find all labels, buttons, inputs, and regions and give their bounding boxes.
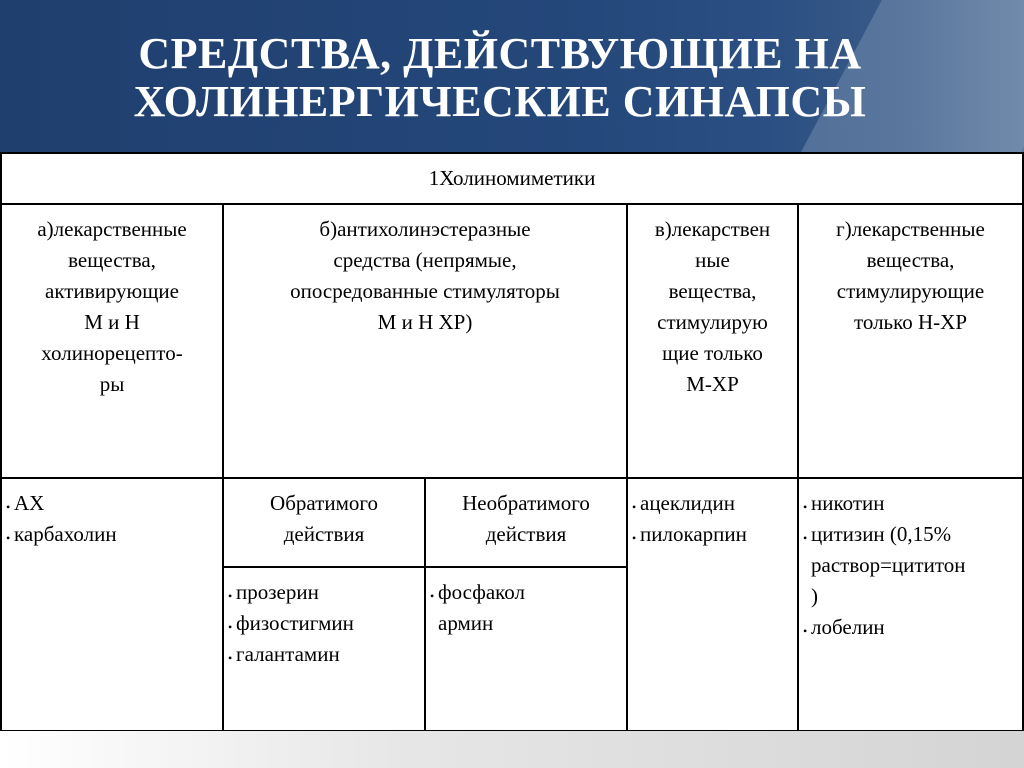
list-item [803, 519, 1022, 612]
list-item-line: ) [811, 584, 818, 608]
column-d-label-line: стимулирующие [836, 279, 985, 303]
column-b-label-line: опосредованные стимуляторы [290, 279, 560, 303]
reversible-label [224, 488, 424, 550]
column-c-items [632, 488, 797, 550]
list-item [430, 577, 626, 639]
column-c-label-line: стимулирую [657, 310, 768, 334]
column-b-label-line: средства (непрямые, [333, 248, 517, 272]
column-c-label-line: щие только [662, 341, 763, 365]
list-item-line: армин [438, 611, 494, 635]
column-d-label [799, 214, 1022, 338]
list-item: • прозерин [228, 577, 424, 608]
list-item: • пилокарпин [632, 519, 797, 550]
column-a-label-line: вещества, [68, 248, 156, 272]
list-item: • АХ [6, 488, 218, 519]
slide-header [0, 0, 1024, 152]
column-a-items [6, 488, 218, 550]
irreversible-items [430, 577, 626, 639]
list-item: • лобелин [803, 612, 1022, 643]
column-b-label-line: б)антихолинэстеразные [319, 217, 531, 241]
list-item: • физостигмин [228, 608, 424, 639]
reversible-label-line: действия [283, 522, 365, 546]
title-line-2: ХОЛИНЕРГИЧЕСКИЕ СИНАПСЫ [133, 77, 867, 126]
irreversible-label-line: Необратимого [462, 491, 590, 515]
column-a-label-line: ры [99, 372, 125, 396]
column-d-label-line: вещества, [866, 248, 955, 272]
reversible-label-line: Обратимого [270, 491, 378, 515]
list-item-line: цитизин (0,15% [811, 522, 952, 546]
list-item: • ацеклидин [632, 488, 797, 519]
column-d-items [803, 488, 1022, 643]
column-a-label [2, 214, 222, 400]
column-b-label [224, 214, 626, 338]
column-c-label-line: вещества, [668, 279, 757, 303]
list-item-line: фосфакол [438, 580, 525, 604]
reversible-items [228, 577, 424, 670]
slide-footer-band [0, 731, 1024, 768]
column-c-label-line: в)лекарствен [654, 217, 771, 241]
slide-title [0, 30, 1000, 126]
column-b-label-line: М и Н ХР) [377, 310, 473, 334]
column-d-label-line: только Н-ХР [853, 310, 968, 334]
list-item-line: раствор=цититон [811, 553, 966, 577]
column-a-label-line: М и Н [84, 310, 140, 334]
column-c-label-line: М-ХР [686, 372, 739, 396]
title-line-1: СРЕДСТВА, ДЕЙСТВУЮЩИЕ НА [138, 29, 862, 78]
column-a-label-line: активирующие [45, 279, 179, 303]
list-item: • карбахолин [6, 519, 218, 550]
irreversible-label [426, 488, 626, 550]
column-a-label-line: холинорецепто- [41, 341, 183, 365]
column-a-label-line: а)лекарственные [37, 217, 187, 241]
column-d-label-line: г)лекарственные [836, 217, 985, 241]
list-item: • никотин [803, 488, 1022, 519]
column-c-label-line: ные [695, 248, 730, 272]
table-header: 1Холиномиметики [428, 166, 596, 190]
list-item: • галантамин [228, 639, 424, 670]
irreversible-label-line: действия [485, 522, 567, 546]
column-c-label [628, 214, 797, 400]
